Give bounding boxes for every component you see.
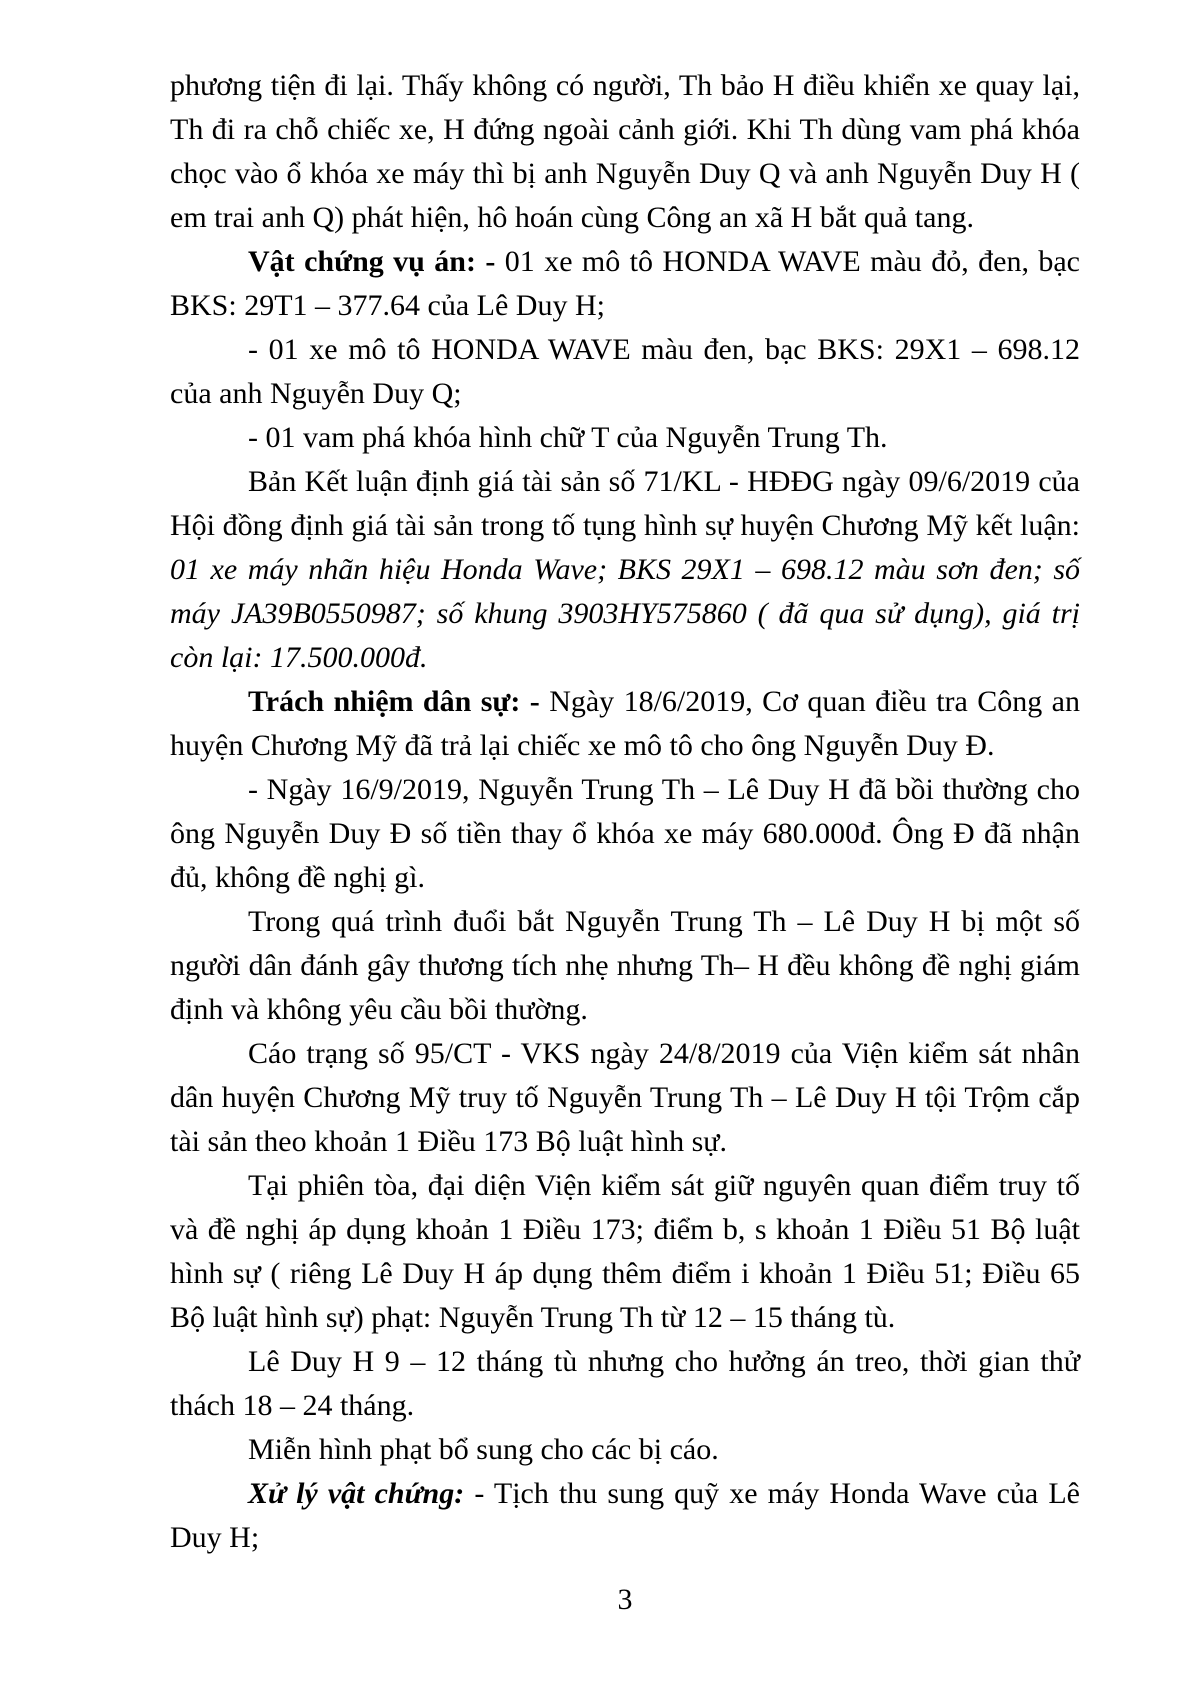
evidence-heading-label: Vật chứng vụ án: -: [248, 245, 496, 278]
page-number: 3: [617, 1583, 633, 1616]
paragraph-evidence-item-2: - 01 xe mô tô HONDA WAVE màu đen, bạc BKS: 29X1 – 698.12 của anh Nguyễn Duy Q;: [170, 333, 1080, 410]
paragraph-indictment: Cáo trạng số 95/CT - VKS ngày 24/8/2019 của Viện kiểm sát nhân dân huyện Chương Mỹ truy tố Nguyễn Trung Th – Lê Duy H tội Trộm cắp tài sản theo khoản 1 Điều 173 Bộ luật hình sự.: [170, 1037, 1080, 1158]
paragraph-evidence-item-3: - 01 vam phá khóa hình chữ T của Nguyễn Trung Th.: [248, 421, 888, 454]
paragraph-civil-liability-item-2: - Ngày 16/9/2019, Nguyễn Trung Th – Lê Duy H đã bồi thường cho ông Nguyễn Duy Đ số tiền thay ổ khóa xe máy 680.000đ. Ông Đ đã nhận đủ, không đề nghị gì.: [170, 773, 1080, 894]
paragraph-evidence-heading: [170, 240, 1080, 328]
paragraph-suspended-sentence: Lê Duy H 9 – 12 tháng tù nhưng cho hưởng án treo, thời gian thử thách 18 – 24 tháng.: [170, 1345, 1080, 1422]
exhibit-handling-heading-label: Xử lý vật chứng:: [248, 1477, 465, 1510]
paragraph-exhibit-handling: [170, 1472, 1080, 1560]
civil-liability-item-1: Ngày 18/6/2019, Cơ quan điều tra Công an huyện Chương Mỹ đã trả lại chiếc xe mô tô cho ông Nguyễn Duy Đ.: [170, 685, 1080, 762]
evidence-item-1: 01 xe mô tô HONDA WAVE màu đỏ, đen, bạc BKS: 29T1 – 377.64 của Lê Duy H;: [170, 245, 1080, 322]
paragraph-additional-penalty-waiver: Miễn hình phạt bổ sung cho các bị cáo.: [248, 1433, 719, 1466]
paragraph-injury-note: Trong quá trình đuổi bắt Nguyễn Trung Th – Lê Duy H bị một số người dân đánh gây thương tích nhẹ nhưng Th– H đều không đề nghị giám định và không yêu cầu bồi thường.: [170, 905, 1080, 1026]
valuation-intro: Bản Kết luận định giá tài sản số 71/KL - HĐĐG ngày 09/6/2019 của Hội đồng định giá tài sản trong tố tụng hình sự huyện Chương Mỹ kết luận:: [170, 465, 1080, 542]
paragraph-continuation: phương tiện đi lại. Thấy không có người, Th bảo H điều khiển xe quay lại, Th đi ra chỗ chiếc xe, H đứng ngoài cảnh giới. Khi Th dùng vam phá khóa chọc vào ổ khóa xe máy thì bị anh Nguyễn Duy Q và anh Nguyễn Duy H ( em trai anh Q) phát hiện, hô hoán cùng Công an xã H bắt quả tang.: [170, 69, 1080, 234]
civil-liability-heading-label: Trách nhiệm dân sự: -: [248, 685, 540, 718]
paragraph-civil-liability-heading: [170, 680, 1080, 768]
valuation-detail: 01 xe máy nhãn hiệu Honda Wave; BKS 29X1 – 698.12 màu sơn đen; số máy JA39B0550987; số khung 3903HY575860 ( đã qua sử dụng), giá trị còn lại: 17.500.000đ.: [170, 553, 1080, 674]
document-body: [170, 64, 1080, 1560]
paragraph-valuation-conclusion: [170, 460, 1080, 680]
exhibit-handling-item: - Tịch thu sung quỹ xe máy Honda Wave của Lê Duy H;: [170, 1477, 1080, 1554]
paragraph-prosecution-proposal: Tại phiên tòa, đại diện Viện kiểm sát giữ nguyên quan điểm truy tố và đề nghị áp dụng khoản 1 Điều 173; điểm b, s khoản 1 Điều 51 Bộ luật hình sự ( riêng Lê Duy H áp dụng thêm điểm i khoản 1 Điều 51; Điều 65 Bộ luật hình sự) phạt: Nguyễn Trung Th từ 12 – 15 tháng tù.: [170, 1169, 1080, 1334]
